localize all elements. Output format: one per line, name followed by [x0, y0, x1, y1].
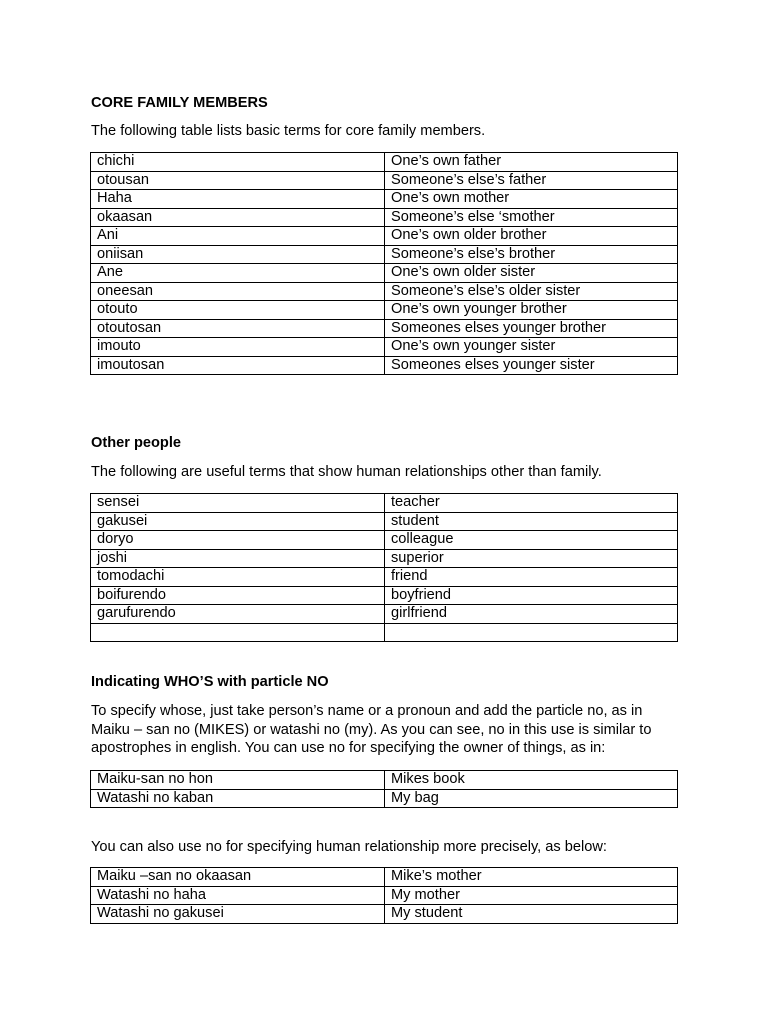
meaning-cell: Someones elses younger brother: [385, 319, 678, 338]
table-row: [91, 586, 678, 605]
paragraph-line: To specify whose, just take person’s name or a pronoun and add the particle no, as in: [91, 703, 643, 719]
core-family-table: [90, 152, 678, 375]
meaning-cell: Someone’s else ‘smother: [385, 208, 678, 227]
table-row: [91, 301, 678, 320]
table-row: [91, 623, 678, 642]
term-cell: boifurendo: [91, 586, 385, 605]
table-row: [91, 868, 678, 887]
term-cell: imouto: [91, 338, 385, 357]
table-row: [91, 319, 678, 338]
table-row: [91, 227, 678, 246]
section-intro-other-people: The following are useful terms that show human relationships other than family.: [91, 464, 602, 480]
term-cell: Haha: [91, 190, 385, 209]
table-row: [91, 245, 678, 264]
table-row: [91, 886, 678, 905]
meaning-cell: colleague: [385, 531, 678, 550]
other-people-table: [90, 493, 678, 642]
term-cell: otouto: [91, 301, 385, 320]
table-row: [91, 905, 678, 924]
particle-no-paragraph: [91, 702, 681, 758]
term-cell: Watashi no gakusei: [91, 905, 385, 924]
table-row: [91, 338, 678, 357]
meaning-cell: Mikes book: [385, 771, 678, 790]
term-cell: Maiku –san no okaasan: [91, 868, 385, 887]
term-cell: otousan: [91, 171, 385, 190]
ownership-examples-table: [90, 770, 678, 808]
table-row: [91, 605, 678, 624]
term-cell: oneesan: [91, 282, 385, 301]
table-row: [91, 789, 678, 808]
meaning-cell: My student: [385, 905, 678, 924]
meaning-cell: One’s own older sister: [385, 264, 678, 283]
term-cell: Maiku-san no hon: [91, 771, 385, 790]
term-cell: okaasan: [91, 208, 385, 227]
table-row: [91, 771, 678, 790]
meaning-cell: Someones elses younger sister: [385, 356, 678, 375]
relationship-paragraph: You can also use no for specifying human relationship more precisely, as below:: [91, 839, 607, 855]
section-heading-core-family: CORE FAMILY MEMBERS: [91, 95, 268, 111]
meaning-cell: superior: [385, 549, 678, 568]
meaning-cell: My mother: [385, 886, 678, 905]
meaning-cell: friend: [385, 568, 678, 587]
paragraph-line: Maiku – san no (MIKES) or watashi no (my). As you can see, no in this use is similar to: [91, 721, 652, 738]
meaning-cell: One’s own older brother: [385, 227, 678, 246]
meaning-cell: student: [385, 512, 678, 531]
table-row: [91, 208, 678, 227]
section-intro-core-family: The following table lists basic terms for core family members.: [91, 123, 486, 139]
table-row: [91, 531, 678, 550]
term-cell: oniisan: [91, 245, 385, 264]
meaning-cell: [385, 623, 678, 642]
meaning-cell: boyfriend: [385, 586, 678, 605]
term-cell: Ani: [91, 227, 385, 246]
section-heading-other-people: Other people: [91, 435, 182, 451]
table-row: [91, 282, 678, 301]
meaning-cell: One’s own father: [385, 153, 678, 172]
table-row: [91, 568, 678, 587]
meaning-cell: Someone’s else’s father: [385, 171, 678, 190]
meaning-cell: One’s own younger sister: [385, 338, 678, 357]
term-cell: Ane: [91, 264, 385, 283]
meaning-cell: Someone’s else’s older sister: [385, 282, 678, 301]
table-row: [91, 190, 678, 209]
term-cell: [91, 623, 385, 642]
term-cell: chichi: [91, 153, 385, 172]
relationship-examples-table: [90, 867, 678, 924]
meaning-cell: One’s own mother: [385, 190, 678, 209]
table-row: [91, 153, 678, 172]
term-cell: Watashi no kaban: [91, 789, 385, 808]
table-row: [91, 494, 678, 513]
term-cell: sensei: [91, 494, 385, 513]
paragraph-line: apostrophes in english. You can use no for specifying the owner of things, as in:: [91, 740, 606, 756]
term-cell: doryo: [91, 531, 385, 550]
meaning-cell: girlfriend: [385, 605, 678, 624]
term-cell: gakusei: [91, 512, 385, 531]
table-row: [91, 549, 678, 568]
term-cell: joshi: [91, 549, 385, 568]
meaning-cell: My bag: [385, 789, 678, 808]
table-row: [91, 264, 678, 283]
meaning-cell: Mike’s mother: [385, 868, 678, 887]
term-cell: garufurendo: [91, 605, 385, 624]
table-row: [91, 356, 678, 375]
section-heading-particle-no: Indicating WHO’S with particle NO: [91, 674, 329, 690]
meaning-cell: teacher: [385, 494, 678, 513]
meaning-cell: Someone’s else’s brother: [385, 245, 678, 264]
term-cell: tomodachi: [91, 568, 385, 587]
table-row: [91, 171, 678, 190]
term-cell: Watashi no haha: [91, 886, 385, 905]
term-cell: otoutosan: [91, 319, 385, 338]
term-cell: imoutosan: [91, 356, 385, 375]
table-row: [91, 512, 678, 531]
meaning-cell: One’s own younger brother: [385, 301, 678, 320]
